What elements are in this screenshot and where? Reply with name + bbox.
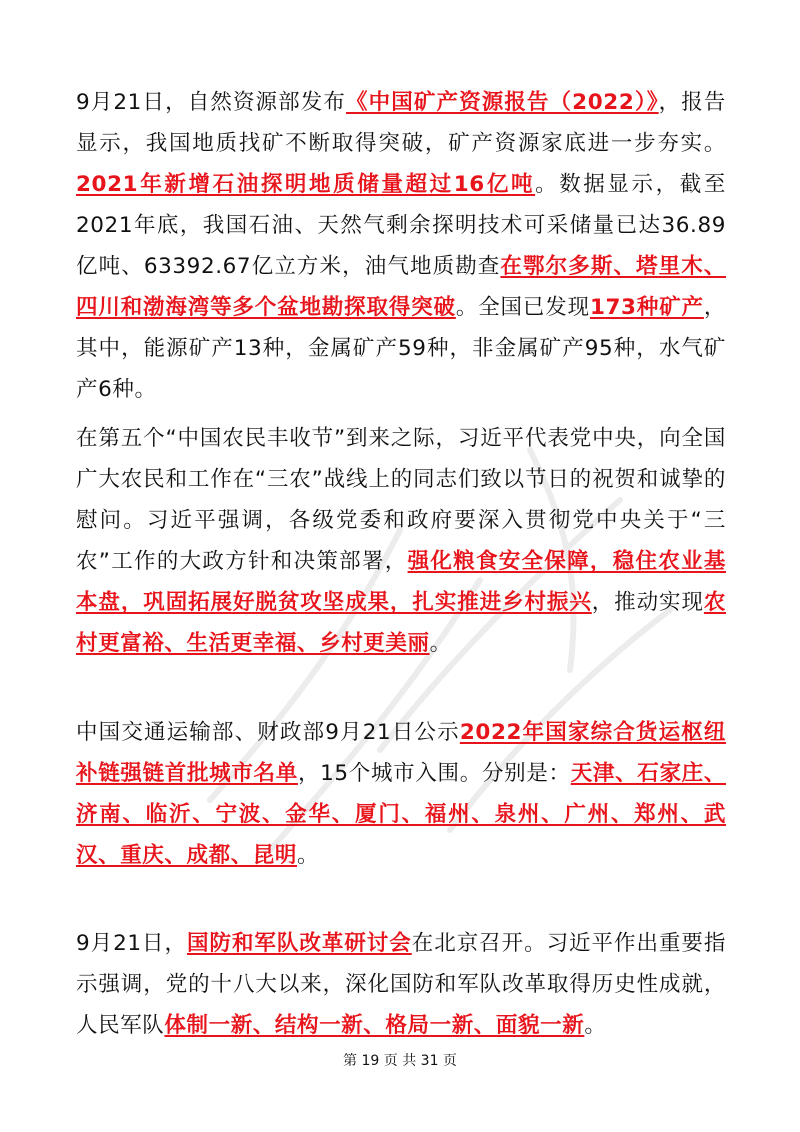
highlighted-text: 天津、石家庄、济南、临沂、宁波、金华、厦门、福州、泉州、广州、郑州、武汉、重庆、成都、昆明 (76, 761, 726, 868)
highlighted-text: 173种矿产 (589, 295, 704, 320)
body-text: 中国交通运输部、财政部9月21日公示 (76, 720, 460, 745)
highlighted-text: 国防和军队改革研讨会 (187, 931, 412, 956)
paragraph-harvest-festival (76, 418, 726, 664)
body-text: ，其中，能源矿产13种，金属矿产59种，非金属矿产95种，水气矿产6种。 (76, 295, 727, 402)
body-text: ，15个城市入围。分别是： (297, 761, 571, 786)
body-text: 。全国已发现 (455, 295, 590, 320)
body-text: 在第五个“中国农民丰收节”到来之际，习近平代表党中央，向全国广大农民和工作在“三农”战线上的同志们致以节日的祝贺和诚挚的慰问。习近平强调，各级党委和政府要深入贯彻党中央关于“三农”工作的大政方针和决策部署， (76, 426, 726, 574)
body-text: ，推动实现 (591, 590, 704, 615)
highlighted-text: 2021年新增石油探明地质储量超过16亿吨 (76, 172, 536, 197)
body-text: 。 (429, 631, 452, 656)
paragraph-mineral-report (76, 82, 726, 410)
highlighted-text: 农村更富裕、生活更幸福、乡村更美丽 (76, 590, 726, 656)
body-text: 。 (584, 1013, 607, 1038)
body-text: 。 (297, 843, 320, 868)
page-footer: 第 19 页 共 31 页 (343, 1053, 457, 1069)
highlighted-text: 《中国矿产资源报告（2022）》 (346, 90, 659, 115)
highlighted-text: 2022年国家综合货运枢纽补链强链首批城市名单 (76, 720, 727, 786)
paragraph-defense-reform (76, 923, 726, 1046)
highlighted-text: 强化粮食安全保障，稳住农业基本盘，巩固拓展好脱贫攻坚成果，扎实推进乡村振兴 (76, 549, 726, 615)
body-text: ，报告显示，我国地质找矿不断取得突破，矿产资源家底进一步夯实。 (76, 90, 726, 156)
body-text: 9月21日， (76, 931, 188, 956)
highlighted-text: 在鄂尔多斯、塔里木、四川和渤海湾等多个盆地勘探取得突破 (76, 254, 726, 320)
body-text: 在北京召开。习近平作出重要指示强调，党的十八大以来，深化国防和军队改革取得历史性成就，人民军队 (76, 931, 726, 1038)
paragraph-freight-hub-cities (76, 712, 726, 876)
body-text: 9月21日，自然资源部发布 (76, 90, 347, 115)
body-text: 。数据显示，截至2021年底，我国石油、天然气剩余探明技术可采储量已达36.89亿吨、63392.67亿立方米，油气地质勘查 (76, 172, 726, 279)
highlighted-text: 体制一新、结构一新、格局一新、面貌一新 (164, 1013, 585, 1038)
